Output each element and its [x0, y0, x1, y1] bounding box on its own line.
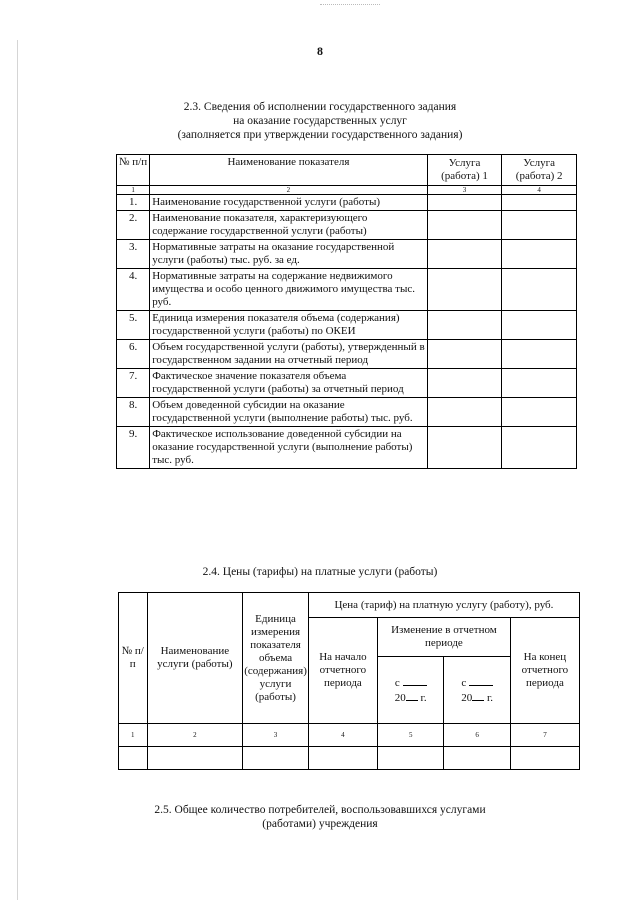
- service-2-cell[interactable]: [502, 369, 577, 398]
- row-number: 4.: [117, 269, 150, 311]
- service-2-cell[interactable]: [502, 269, 577, 311]
- column-number: 3: [243, 724, 309, 747]
- row-number: 7.: [117, 369, 150, 398]
- service-1-cell[interactable]: [427, 369, 502, 398]
- col-header-start: На начало отчетного периода: [308, 618, 377, 724]
- table-cell[interactable]: [147, 747, 243, 770]
- table-row: [119, 747, 580, 770]
- service-2-cell[interactable]: [502, 195, 577, 211]
- service-2-cell[interactable]: [502, 211, 577, 240]
- col-header-num: № п/п: [117, 155, 150, 186]
- service-1-cell[interactable]: [427, 340, 502, 369]
- service-2-cell[interactable]: [502, 398, 577, 427]
- year-suffix: г.: [420, 692, 427, 704]
- from-prefix: с: [461, 677, 467, 689]
- table-cell[interactable]: [510, 747, 579, 770]
- col-header-price: Цена (тариф) на платную услугу (работу), руб.: [308, 593, 579, 618]
- from-prefix: с: [394, 677, 400, 689]
- section-2-3-heading: [0, 100, 640, 142]
- col-header-service-1: Услуга (работа) 1: [427, 155, 502, 186]
- column-number: 4: [308, 724, 377, 747]
- table-row: [117, 269, 577, 311]
- row-number: 5.: [117, 311, 150, 340]
- year-blank[interactable]: [472, 690, 484, 701]
- table-row: [117, 340, 577, 369]
- row-label: Фактическое использование доведенной субсидии на оказание государственной услуги (выполнение работы) тыс. руб.: [150, 427, 427, 469]
- service-1-cell[interactable]: [427, 311, 502, 340]
- service-2-cell[interactable]: [502, 240, 577, 269]
- column-number: 1: [119, 724, 148, 747]
- column-number: 4: [502, 186, 577, 195]
- column-number: 5: [377, 724, 443, 747]
- col-header-name: Наименование услуги (работы): [147, 593, 243, 724]
- service-1-cell[interactable]: [427, 398, 502, 427]
- year-prefix: 20: [394, 692, 406, 704]
- row-label: Единица измерения показателя объема (содержания) государственной услуги (работы) по ОКЕИ: [150, 311, 427, 340]
- change-from-date: [377, 657, 443, 724]
- col-header-service-2: Услуга (работа) 2: [502, 155, 577, 186]
- section-2-5-title-line: 2.5. Общее количество потребителей, воспользовавшихся услугами: [154, 804, 486, 816]
- date-blank[interactable]: [403, 675, 427, 686]
- year-blank[interactable]: [406, 690, 418, 701]
- service-1-cell[interactable]: [427, 269, 502, 311]
- row-number: 6.: [117, 340, 150, 369]
- row-label: Объем доведенной субсидии на оказание государственной услуги (выполнение работы) тыс. руб.: [150, 398, 427, 427]
- row-number: 2.: [117, 211, 150, 240]
- table-header-row: [119, 593, 580, 618]
- table-row: [117, 427, 577, 469]
- column-number: 7: [510, 724, 579, 747]
- column-number: 2: [150, 186, 427, 195]
- change-from-date: [444, 657, 510, 724]
- column-number: 6: [444, 724, 510, 747]
- section-2-5-heading: [0, 803, 640, 831]
- table-row: [117, 369, 577, 398]
- column-number-row: [119, 724, 580, 747]
- row-label: Наименование показателя, характеризующего содержание государственной услуги (работы): [150, 211, 427, 240]
- page-number: 8: [317, 44, 323, 58]
- execution-table: [116, 154, 577, 469]
- table-row: [117, 195, 577, 211]
- col-header-end: На конец отчетного периода: [510, 618, 579, 724]
- section-2-5-title-line: (работами) учреждения: [262, 818, 378, 830]
- row-number: 9.: [117, 427, 150, 469]
- row-label: Нормативные затраты на содержание недвижимого имущества и особо ценного движимого имущества тыс. руб.: [150, 269, 427, 311]
- year-prefix: 20: [461, 692, 473, 704]
- section-2-3-title-line: 2.3. Сведения об исполнении государственного задания: [183, 101, 457, 113]
- column-number: 3: [427, 186, 502, 195]
- table-row: [117, 311, 577, 340]
- table-cell[interactable]: [308, 747, 377, 770]
- col-header-change: Изменение в отчетном периоде: [377, 618, 510, 657]
- table-header-row: [117, 155, 577, 186]
- table-row: [117, 398, 577, 427]
- section-2-3-title-line: на оказание государственных услуг: [233, 115, 407, 127]
- margin-rule: [17, 40, 18, 900]
- col-header-unit: Единица измерения показателя объема (содержания) услуги (работы): [243, 593, 309, 724]
- row-label: Наименование государственной услуги (работы): [150, 195, 427, 211]
- prices-table: [118, 592, 580, 770]
- service-2-cell[interactable]: [502, 340, 577, 369]
- row-number: 8.: [117, 398, 150, 427]
- table-cell[interactable]: [119, 747, 148, 770]
- scan-artifact: [320, 4, 380, 11]
- table-cell[interactable]: [444, 747, 510, 770]
- row-number: 1.: [117, 195, 150, 211]
- row-label: Объем государственной услуги (работы), утвержденный в государственном задании на отчетный период: [150, 340, 427, 369]
- table-cell[interactable]: [243, 747, 309, 770]
- column-number: 2: [147, 724, 243, 747]
- service-1-cell[interactable]: [427, 240, 502, 269]
- service-2-cell[interactable]: [502, 311, 577, 340]
- col-header-indicator: Наименование показателя: [150, 155, 427, 186]
- date-blank[interactable]: [469, 675, 493, 686]
- table-row: [117, 240, 577, 269]
- section-2-4-heading: 2.4. Цены (тарифы) на платные услуги (работы): [202, 566, 438, 578]
- column-number: 1: [117, 186, 150, 195]
- year-suffix: г.: [487, 692, 494, 704]
- service-1-cell[interactable]: [427, 427, 502, 469]
- service-1-cell[interactable]: [427, 211, 502, 240]
- col-header-num: № п/п: [119, 593, 148, 724]
- row-number: 3.: [117, 240, 150, 269]
- row-label: Нормативные затраты на оказание государственной услуги (работы) тыс. руб. за ед.: [150, 240, 427, 269]
- column-number-row: [117, 186, 577, 195]
- table-row: [117, 211, 577, 240]
- service-2-cell[interactable]: [502, 427, 577, 469]
- table-cell[interactable]: [377, 747, 443, 770]
- row-label: Фактическое значение показателя объема государственной услуги (работы) за отчетный период: [150, 369, 427, 398]
- service-1-cell[interactable]: [427, 195, 502, 211]
- section-2-3-title-line: (заполняется при утверждении государственного задания): [177, 129, 463, 141]
